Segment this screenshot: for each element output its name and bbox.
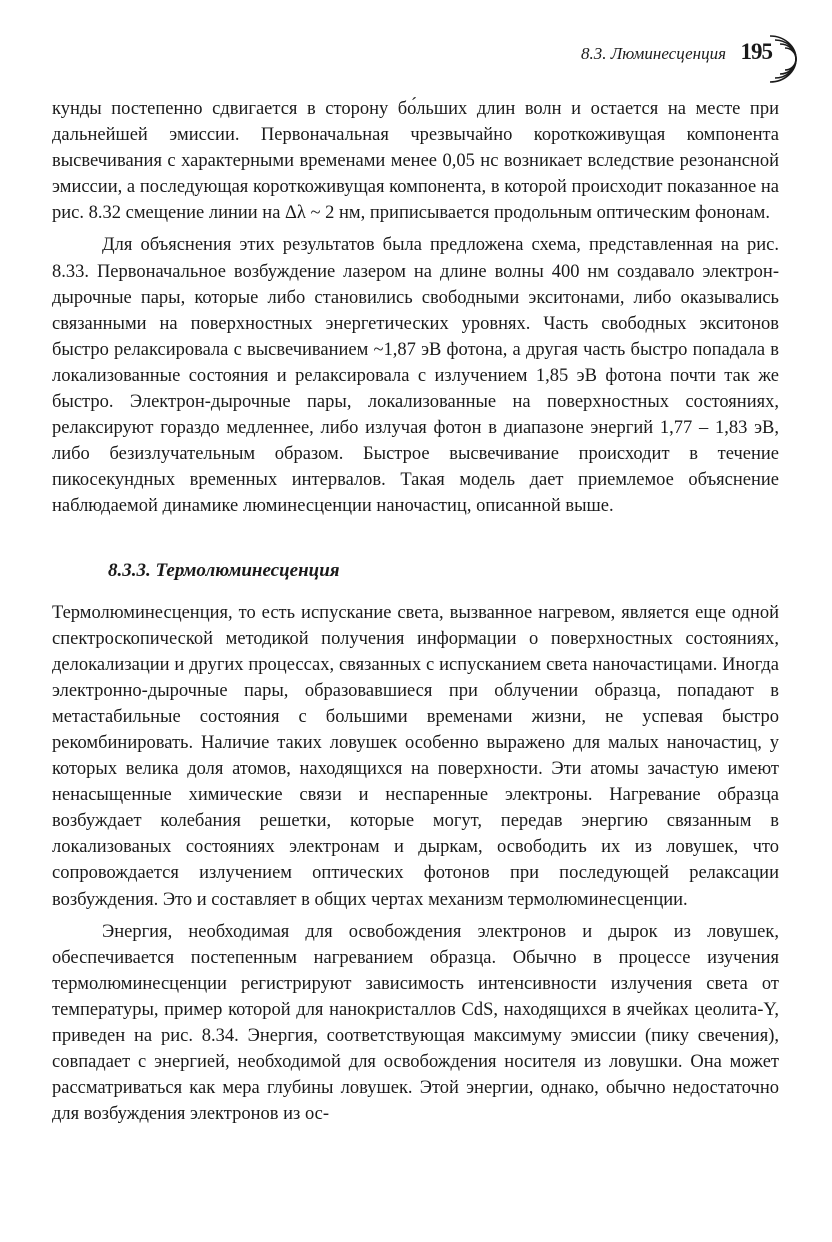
- page-number: 195: [740, 39, 772, 64]
- paragraph: Термолюминесценция, то есть испускание света, вызванное нагревом, является еще одной спектроскопической методикой получения информации о поверхностных состояниях, делокализации и других процессах, связанных с испусканием света наночастицами. Иногда электронно-дырочные пары, образовавшиеся при облучении образца, попадают в метастабильные состояния с большими временами жизни, не успевая быстро рекомбинировать. Наличие таких ловушек особенно выражено для малых наночастиц, у которых велика доля атомов, находящихся на поверхности. Эти атомы зачастую имеют ненасыщенные химические связи и неспаренные электроны. Нагревание образца возбуждает колебания решетки, которые могут, передав энергию связанным в локализованых состояниях электронам и дыркам, освободить их из ловушек, что сопровождается излучением оптических фотонов при последующей релаксации возбуждения. Это и составляет в общих чертах механизм термолюминесценции.: [52, 602, 779, 910]
- paragraph: Для объяснения этих результатов была предложена схема, представленная на рис. 8.33. Первоначальное возбуждение лазером на длине волны 400 нм создавало электрон-дырочные пары, которые либо становились свободными экситонами, либо оказывались связанными на поверхностных энергетических уровнях. Часть свободных экситонов быстро релаксировала с высвечиванием ~1,87 эВ фотона, а другая часть быстро попадала в локализованные состояния и релаксировала с излучением 1,85 эВ фотона почти так же быстро. Электрон-дырочные пары, локализованные на поверхностных состояниях, релаксируют гораздо медленнее, либо излучая фотон в диапазоне энергий 1,77 – 1,83 эВ, либо безизлучательным образом. Быстрое высвечивание происходит в течение пикосекундных временных интервалов. Такая модель дает приемлемое объяснение наблюдаемой динамике люминесценции наночастиц, описанной выше.: [52, 235, 779, 517]
- page-number-ornament-icon: [766, 30, 810, 88]
- paragraph-continued: кунды постепенно сдвигается в сторону бо́льших длин волн и остается на месте при дальнейшей эмиссии. Первоначальная чрезвычайно короткоживущая компонента высвечивания с характерными временами менее 0,05 нс возникает вследствие резонансной эмиссии, а последующая короткоживущая компонента, в которой происходит показанное на рис. 8.32 смещение линии на Δλ ~ 2 нм, приписывается продольным оптическим фононам.: [52, 99, 779, 224]
- body-text: [52, 96, 779, 1127]
- section-heading: 8.3.3. Термолюминесценция: [108, 559, 340, 581]
- running-title: 8.3. Люминесценция: [580, 44, 726, 63]
- paragraph: Энергия, необходимая для освобождения электронов и дырок из ловушек, обеспечивается постепенным нагреванием образца. Обычно в процессе изучения термолюминесценции регистрируют зависимость интенсивности излучения света от температуры, пример которой для нанокристаллов CdS, находящихся в ячейках цеолита-Y, приведен на рис. 8.34. Энергия, соответствующая максимуму эмиссии (пику свечения), совпадает с энергией, необходимой для освобождения носителя из ловушки. Она может рассматриваться как мера глубины ловушек. Этой энергии, однако, обычно недостаточно для возбуждения электронов из ос-: [52, 921, 779, 1125]
- running-head: [520, 36, 810, 84]
